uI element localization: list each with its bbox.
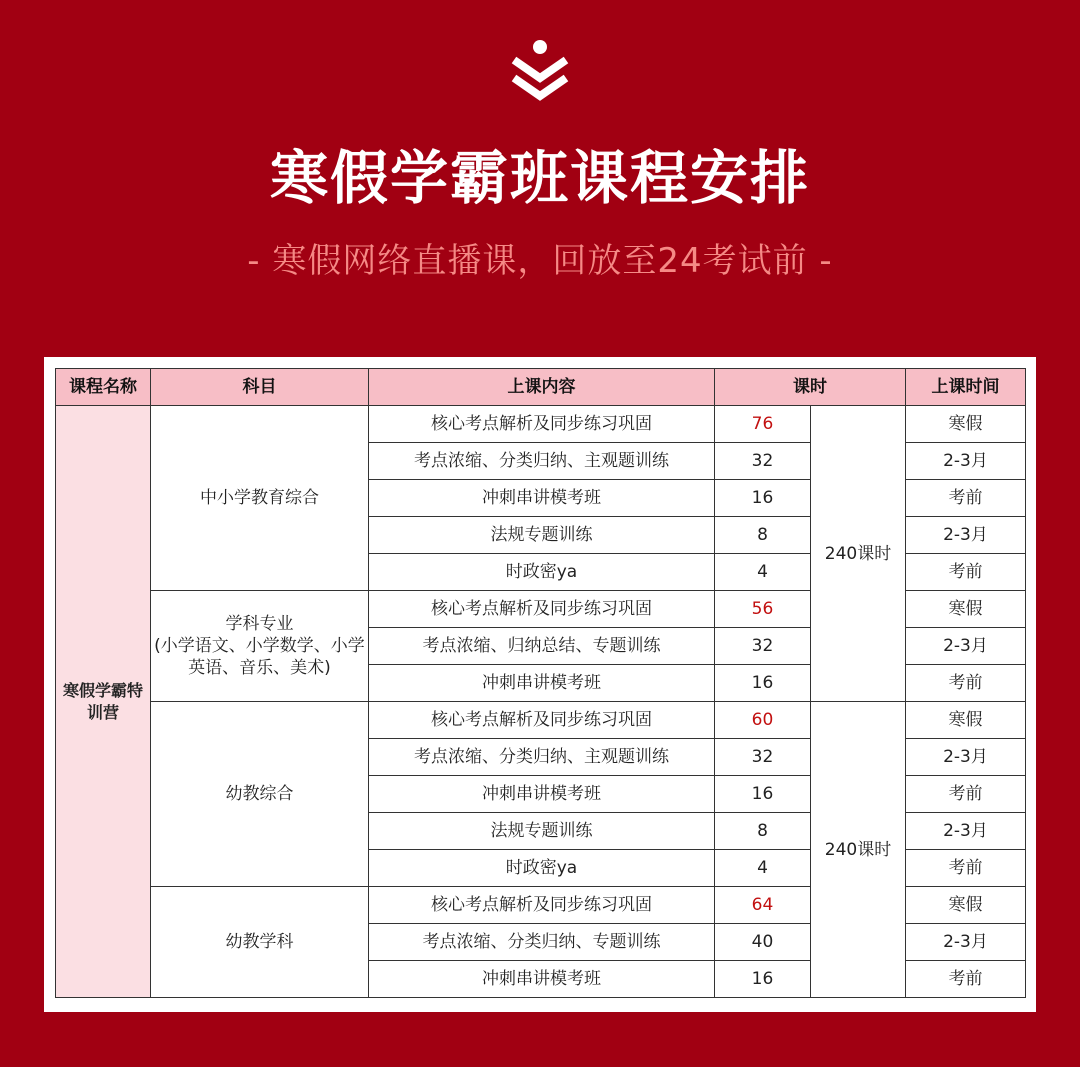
page-title: 寒假学霸班课程安排 [269,144,810,212]
content-cell: 法规专题训练 [369,813,715,850]
content-cell: 冲刺串讲模考班 [369,961,715,998]
page-subtitle: - 寒假网络直播课，回放至24考试前 - [247,241,833,281]
table-row [56,702,1026,739]
subject-cell: 中小学教育综合 [151,406,369,591]
content-cell: 核心考点解析及同步练习巩固 [369,406,715,443]
content-cell: 冲刺串讲模考班 [369,776,715,813]
hours-cell: 16 [715,961,811,998]
hours-cell: 16 [715,665,811,702]
content-cell: 法规专题训练 [369,517,715,554]
hours-cell: 8 [715,813,811,850]
schedule-card [44,357,1036,1012]
content-cell: 核心考点解析及同步练习巩固 [369,591,715,628]
content-cell: 核心考点解析及同步练习巩固 [369,887,715,924]
subject-cell [151,591,369,702]
hours-cell: 4 [715,850,811,887]
total-hours-cell: 240课时 [811,406,906,702]
course-name-cell [56,406,151,998]
subject-label: 学科专业 (小学语文、小学数学、小学英语、音乐、美术) [154,614,365,678]
col-header-content: 上课内容 [369,369,715,406]
col-header-course: 课程名称 [56,369,151,406]
time-cell: 2-3月 [906,443,1026,480]
col-header-time: 上课时间 [906,369,1026,406]
time-cell: 考前 [906,480,1026,517]
content-cell: 时政密ya [369,850,715,887]
time-cell: 2-3月 [906,813,1026,850]
content-cell: 核心考点解析及同步练习巩固 [369,702,715,739]
hours-cell: 60 [715,702,811,739]
hours-cell: 8 [715,517,811,554]
time-cell: 考前 [906,554,1026,591]
subject-cell: 幼教综合 [151,702,369,887]
time-cell: 2-3月 [906,739,1026,776]
content-cell: 冲刺串讲模考班 [369,665,715,702]
subject-cell: 幼教学科 [151,887,369,998]
hours-cell: 40 [715,924,811,961]
hours-cell: 56 [715,591,811,628]
hours-cell: 16 [715,480,811,517]
col-header-subject: 科目 [151,369,369,406]
time-cell: 2-3月 [906,628,1026,665]
hours-cell: 64 [715,887,811,924]
hours-cell: 4 [715,554,811,591]
double-chevron-logo-icon [505,38,575,104]
content-cell: 考点浓缩、分类归纳、主观题训练 [369,739,715,776]
time-cell: 2-3月 [906,924,1026,961]
time-cell: 寒假 [906,702,1026,739]
time-cell: 寒假 [906,406,1026,443]
time-cell: 寒假 [906,887,1026,924]
hours-cell: 76 [715,406,811,443]
schedule-table [55,368,1026,998]
total-hours-cell: 240课时 [811,702,906,998]
col-header-hours: 课时 [715,369,906,406]
course-name: 寒假学霸特训营 [62,680,143,722]
time-cell: 考前 [906,961,1026,998]
hours-cell: 32 [715,443,811,480]
hours-cell: 16 [715,776,811,813]
table-row [56,406,1026,443]
content-cell: 考点浓缩、分类归纳、主观题训练 [369,443,715,480]
content-cell: 考点浓缩、归纳总结、专题训练 [369,628,715,665]
table-header-row [56,369,1026,406]
content-cell: 时政密ya [369,554,715,591]
content-cell: 冲刺串讲模考班 [369,480,715,517]
content-cell: 考点浓缩、分类归纳、专题训练 [369,924,715,961]
hours-cell: 32 [715,739,811,776]
time-cell: 寒假 [906,591,1026,628]
hours-cell: 32 [715,628,811,665]
time-cell: 2-3月 [906,517,1026,554]
time-cell: 考前 [906,665,1026,702]
time-cell: 考前 [906,776,1026,813]
time-cell: 考前 [906,850,1026,887]
